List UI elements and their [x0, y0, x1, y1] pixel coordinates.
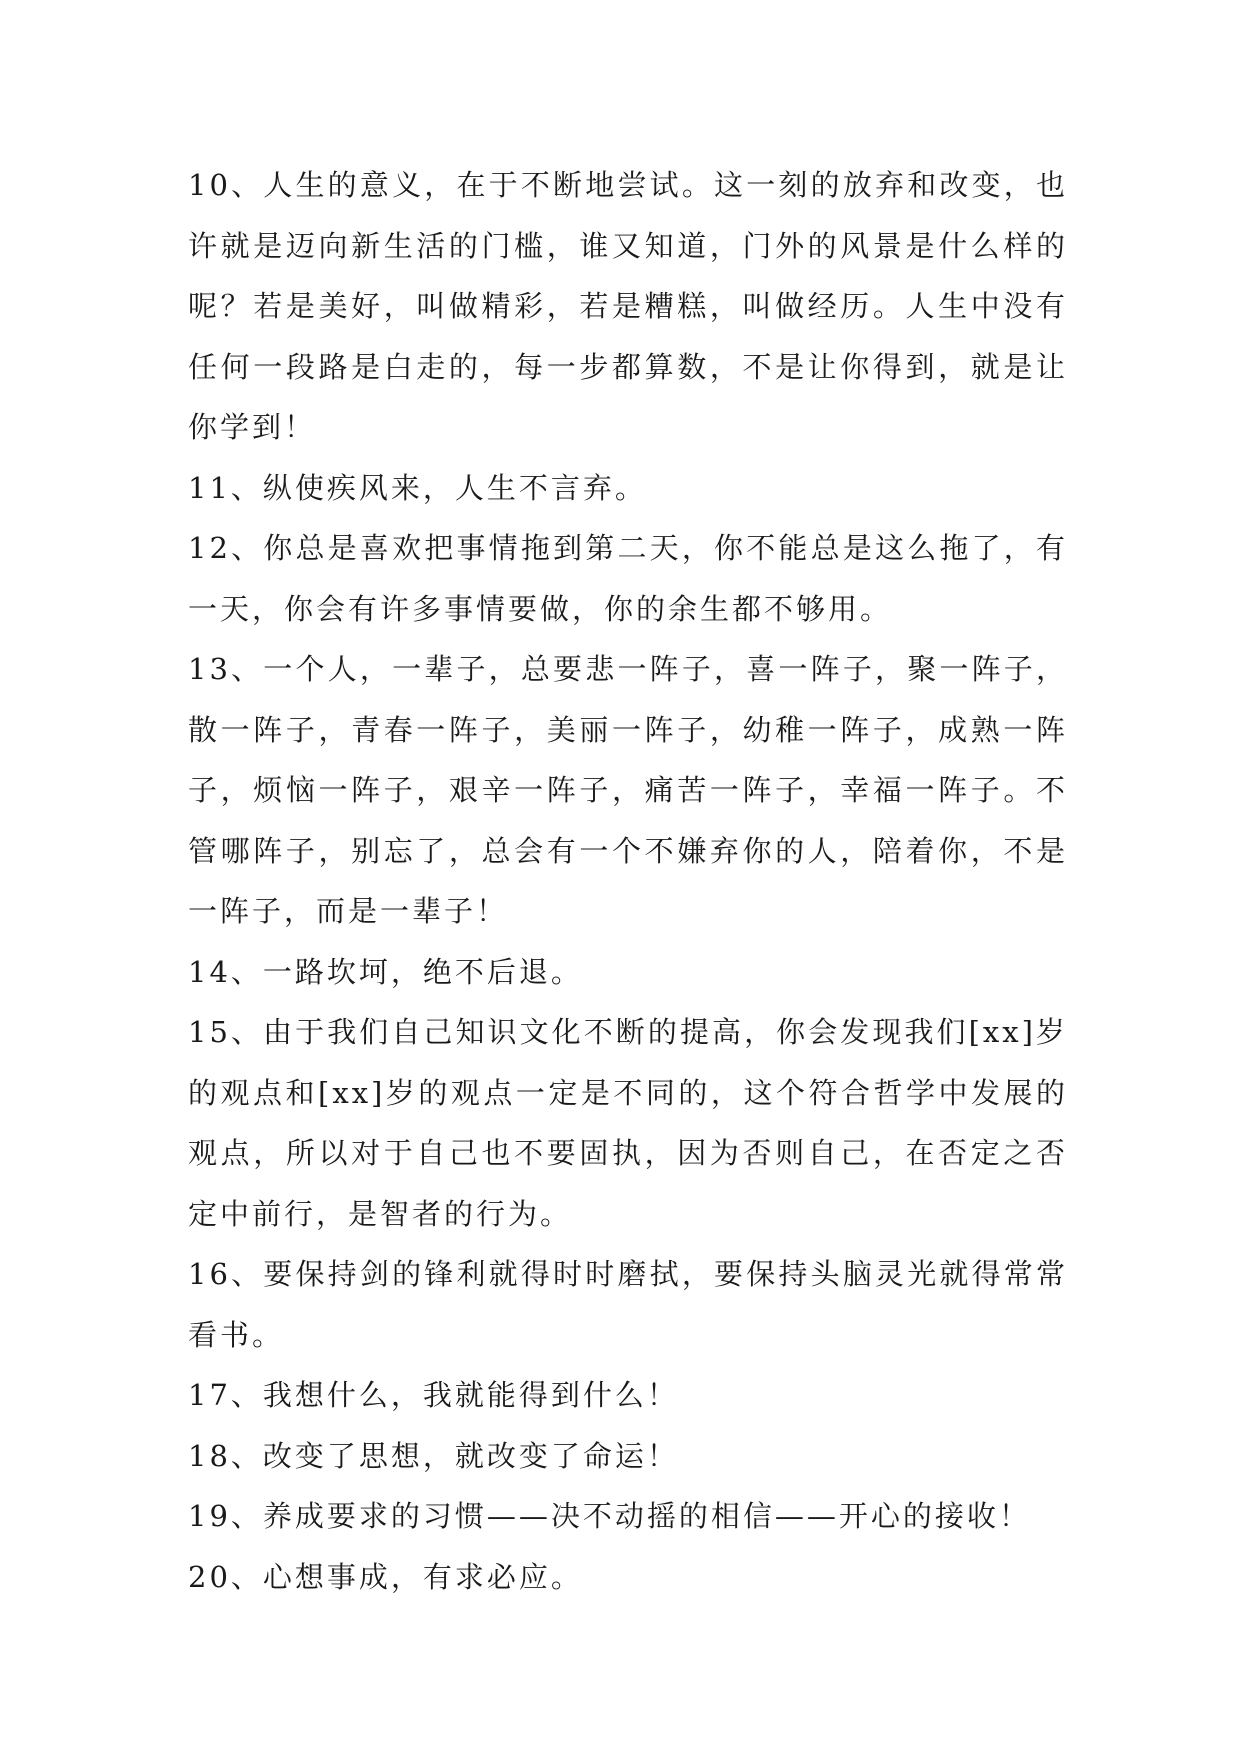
paragraph-11: 11、纵使疾风来，人生不言弃。: [188, 470, 647, 505]
paragraph-20: 20、心想事成，有求必应。: [188, 1559, 583, 1594]
paragraph-14: 14、一路坎坷，绝不后退。: [188, 954, 583, 989]
paragraph-16: 16、要保持剑的锋利就得时时磨拭，要保持头脑灵光就得常常看书。: [188, 1257, 1068, 1352]
paragraph-19: 19、养成要求的习惯——决不动摇的相信——开心的接收！: [188, 1499, 1031, 1533]
paragraph-13: 13、一个人，一辈子，总要悲一阵子，喜一阵子，聚一阵子，散一阵子，青春一阵子，美丽一阵子，幼稚一阵子，成熟一阵子，烦恼一阵子，艰辛一阵子，痛苦一阵子，幸福一阵子。不管哪阵子，别忘了，总会有一个不嫌弃你的人，陪着你，不是一阵子，而是一辈子！: [188, 652, 1068, 928]
paragraph-17: 17、我想什么，我就能得到什么！: [188, 1378, 679, 1412]
document-body: [188, 155, 1068, 1607]
paragraph-18: 18、改变了思想，就改变了命运！: [188, 1438, 679, 1473]
paragraph-10: 10、人生的意义，在于不断地尝试。这一刻的放弃和改变，也许就是迈向新生活的门槛，谁又知道，门外的风景是什么样的呢？若是美好，叫做精彩，若是糟糕，叫做经历。人生中没有任何一段路是白走的，每一步都算数，不是让你得到，就是让你学到！: [188, 168, 1068, 444]
paragraph-15: 15、由于我们自己知识文化不断的提高，你会发现我们[xx]岁的观点和[xx]岁的观点一定是不同的，这个符合哲学中发展的观点，所以对于自己也不要固执，因为否则自己，在否定之否定中前行，是智者的行为。: [188, 1015, 1068, 1231]
paragraph-12: 12、你总是喜欢把事情拖到第二天，你不能总是这么拖了，有一天，你会有许多事情要做，你的余生都不够用。: [188, 531, 1068, 626]
